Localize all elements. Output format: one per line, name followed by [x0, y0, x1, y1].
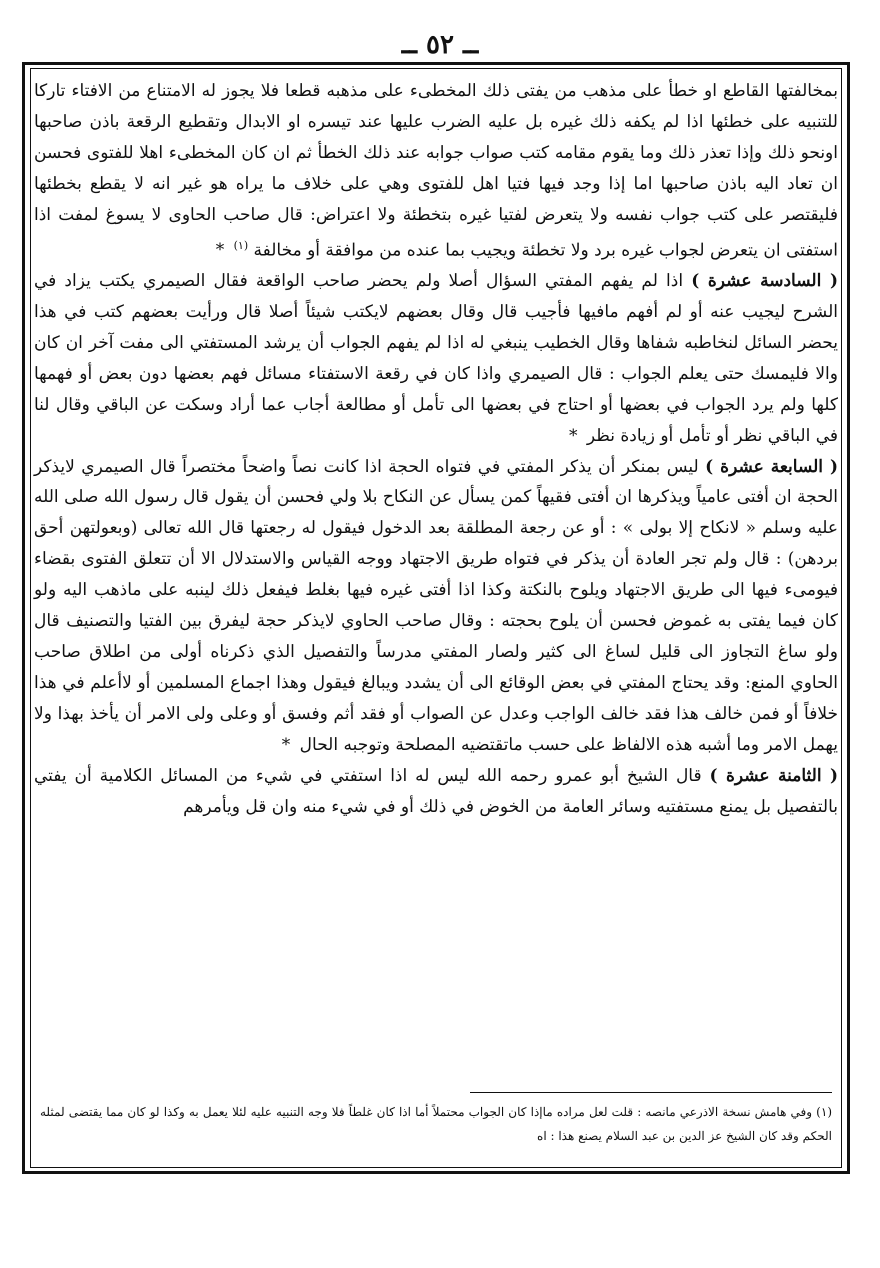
section-heading: ( السابعة عشرة ) [705, 456, 839, 477]
paragraph-text: ليس بمنكر أن يذكر المفتي في فتواه الحجة اذا كانت نصاً واضحاً مختصراً قال الصيمري لايذكر الحجة ان أفتى عامياً ويذكرها ان أفتى فقيهاً كمن يسأل عن النكاح بلا ولي فحسن أن يقول قال رسول الله صلى الله عليه وسلم « لانكاح إلا بولى » : أو عن رجعة المطلقة بعد الدخول فيقول له رجعتها قال الله تعالى (وبعولتهن أحق بردهن) : قال ولم تجر العادة أن يذكر في فتواه طريق الاجتهاد ووجه القياس والاستدلال الا أن تتعلق الفتوى بقضاء فيومىء فيها الى طريق الاجتهاد ويلوح بالنكتة وكذا اذا أفتى غيره فيها بغلط فيفعل ذلك لينبه على ماذهب اليه ولو كان فيما يفتى به غموض فحسن أن يلوح بحجته : وقال صاحب الحاوي لايذكر حجة ليفرق بين الفتيا والتصنيف قال ولو ساغ التجاوز الى قليل لساغ الى كثير ولصار المفتي مدرساً والتفصيل الذي ذكرناه أولى من اطلاق صاحب الحاوي المنع: وقد يحتاج المفتي في بعض الوقائع الى أن يشدد ويبالغ فيقول وهذا اجماع المسلمين أو لاأعلم في هذا خلافاً أو فمن خالف هذا فقد خالف الواجب وعدل عن الصواب أو فقد أثم وفسق أو وعلى ولى الامر أن يأخذ بهذا ولا يهمل الامر وما أشبه هذه الالفاظ على حسب ماتقتضيه المصلحة وتوجبه الحال [34, 456, 838, 755]
paragraph-text: اذا لم يفهم المفتي السؤال أصلا ولم يحضر صاحب الواقعة فقال الصيمري يكتب يزاد في الشرح ليجيب عنه أو لم أفهم مافيها فأجيب قال وقال بعضهم لايكتب شيئاً أصلا قال ورأيت بعضهم كتب في هذا يحضر السائل لنخاطبه شفاها وقال الخطيب ينبغي له اذا لم يفهم الجواب أن يرشد المستفتي الى مفت آخر ان كان والا فليمسك حتى يعلم الجواب : قال الصيمري واذا كان في رقعة الاستفتاء مسائل فهم بعضها دون بعض أو فهمها كلها ولم يرد الجواب في بعضها أو احتاج في بعضها الى تأمل أو مطالعة أجاب عما أراد وسكت عن الباقي وقال لنا في الباقي نظر أو تأمل أو زيادة نظر [34, 271, 838, 446]
paragraph-continuation [34, 76, 838, 266]
main-text [34, 76, 838, 822]
paragraph-end-mark: * [215, 240, 225, 261]
page-number: ــ ٥٢ ــ [401, 30, 479, 60]
paragraph-text: قال الشيخ أبو عمرو رحمه الله ليس له اذا استفتي في شيء من المسائل الكلامية أن يفتي بالتفصيل بل يمنع مستفتيه وسائر العامة من الخوض في ذلك أو في شيء منه وان قل ويأمرهم [34, 765, 838, 817]
paragraph-text: بمخالفتها القاطع او خطأ على مذهب من يفتى ذلك المخطىء على مذهبه قطعا فلا يجوز له الامتناع من الافتاء تاركا للتنبيه على خطئها اذا لم يكفه ذلك غيره بل عليه الضرب عليها عند تيسره او الابدال وتقطيع الرقعة باذن صاحبها اونحو ذلك وإذا تعذر ذلك وما يقوم مقامه كتب صواب جوابه عند ذلك الخطأ ثم ان كان المخطىء اهلا للفتوى فحسن ان تعاد اليه باذن صاحبها اما إذا وجد فيها فتيا اهل للفتوى وهي على خلاف ما يراه هو غير انه لا يقطع بخطئها فليقتصر على كتب جواب نفسه ولا يتعرض لفتيا غيره بتخطئة ولا اعتراض: قال صاحب الحاوى لا يسوغ لمفت اذا استفتى ان يتعرض لجواب غيره برد ولا تخطئة ويجيب بما عنده من موافقة أو مخالفة [34, 81, 838, 261]
paragraph-end-mark: * [281, 734, 291, 755]
footnote-divider [470, 1092, 832, 1093]
paragraph-end-mark: * [568, 425, 578, 446]
section-heading: ( السادسة عشرة ) [691, 271, 838, 292]
paragraph-sixteenth [34, 266, 838, 451]
section-heading: ( الثامنة عشرة ) [709, 765, 838, 786]
paragraph-eighteenth [34, 761, 838, 823]
footnote: (١) وفي هامش نسخة الاذرعي مانصه : قلت لعل مراده ماإذا كان الجواب محتملاً أما اذا كان غلطاً فلا وجه التنبيه عليه لئلا يعمل به وكذا لو كان مما يقتضى لمثله الحكم وقد كان الشيخ عز الدين بن عبد السلام يصنع هذا : اه [40, 1105, 832, 1143]
paragraph-seventeenth [34, 452, 838, 761]
footnote-reference: (١) [233, 238, 249, 252]
